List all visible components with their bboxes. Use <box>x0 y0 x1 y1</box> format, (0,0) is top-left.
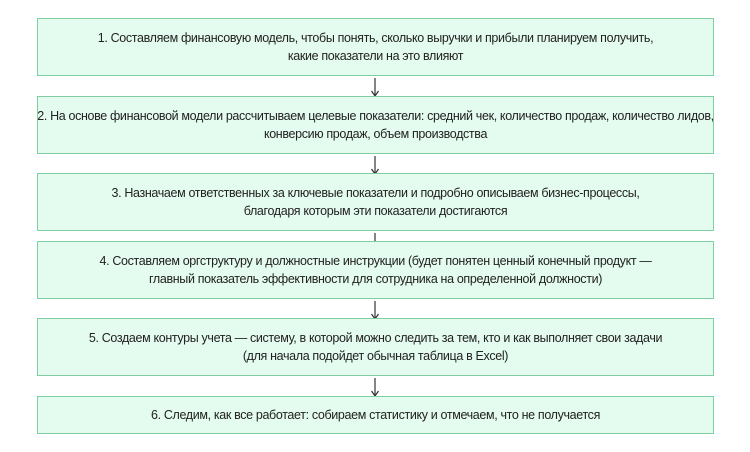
step-1-line-2: какие показатели на это влияют <box>287 49 464 63</box>
step-3-line-2: благодаря которым эти показатели достигаются <box>243 204 508 218</box>
step-4-line-2: главный показатель эффективности для сотрудника на определенной должности) <box>148 272 603 286</box>
step-4-box <box>37 241 714 299</box>
step-6-box <box>37 396 714 434</box>
arrow-down-icon <box>369 76 381 98</box>
step-1-box <box>37 18 714 76</box>
step-2-box <box>37 96 714 154</box>
step-4-text <box>100 252 652 288</box>
arrow-down-icon <box>369 376 381 398</box>
step-6-text <box>151 406 600 424</box>
step-3-text <box>111 184 639 220</box>
step-3-box <box>37 173 714 231</box>
step-2-line-1: 2. На основе финансовой модели рассчитываем целевые показатели: средний чек, количество продаж, количество лидов, <box>37 109 714 123</box>
step-1-line-1: 1. Составляем финансовую модель, чтобы понять, сколько выручки и прибыли планируем получить, <box>97 31 654 45</box>
step-5-text <box>89 329 662 365</box>
step-1-text <box>98 29 653 65</box>
step-4-line-1: 4. Составляем оргструктуру и должностные инструкции (будет понятен ценный конечный продукт — <box>99 254 652 268</box>
step-6-line-1: 6. Следим, как все работает: собираем статистику и отмечаем, что не получается <box>150 408 600 422</box>
step-2-line-2: конверсию продаж, объем производства <box>263 127 488 141</box>
step-3-line-1: 3. Назначаем ответственных за ключевые показатели и подробно описываем бизнес-процессы, <box>111 186 640 200</box>
step-5-box <box>37 318 714 376</box>
step-5-line-2: (для начала подойдет обычная таблица в Excel) <box>242 349 509 363</box>
step-2-text <box>37 107 714 143</box>
step-5-line-1: 5. Создаем контуры учета — систему, в которой можно следить за тем, кто и как выполняет свои задачи <box>88 331 663 345</box>
